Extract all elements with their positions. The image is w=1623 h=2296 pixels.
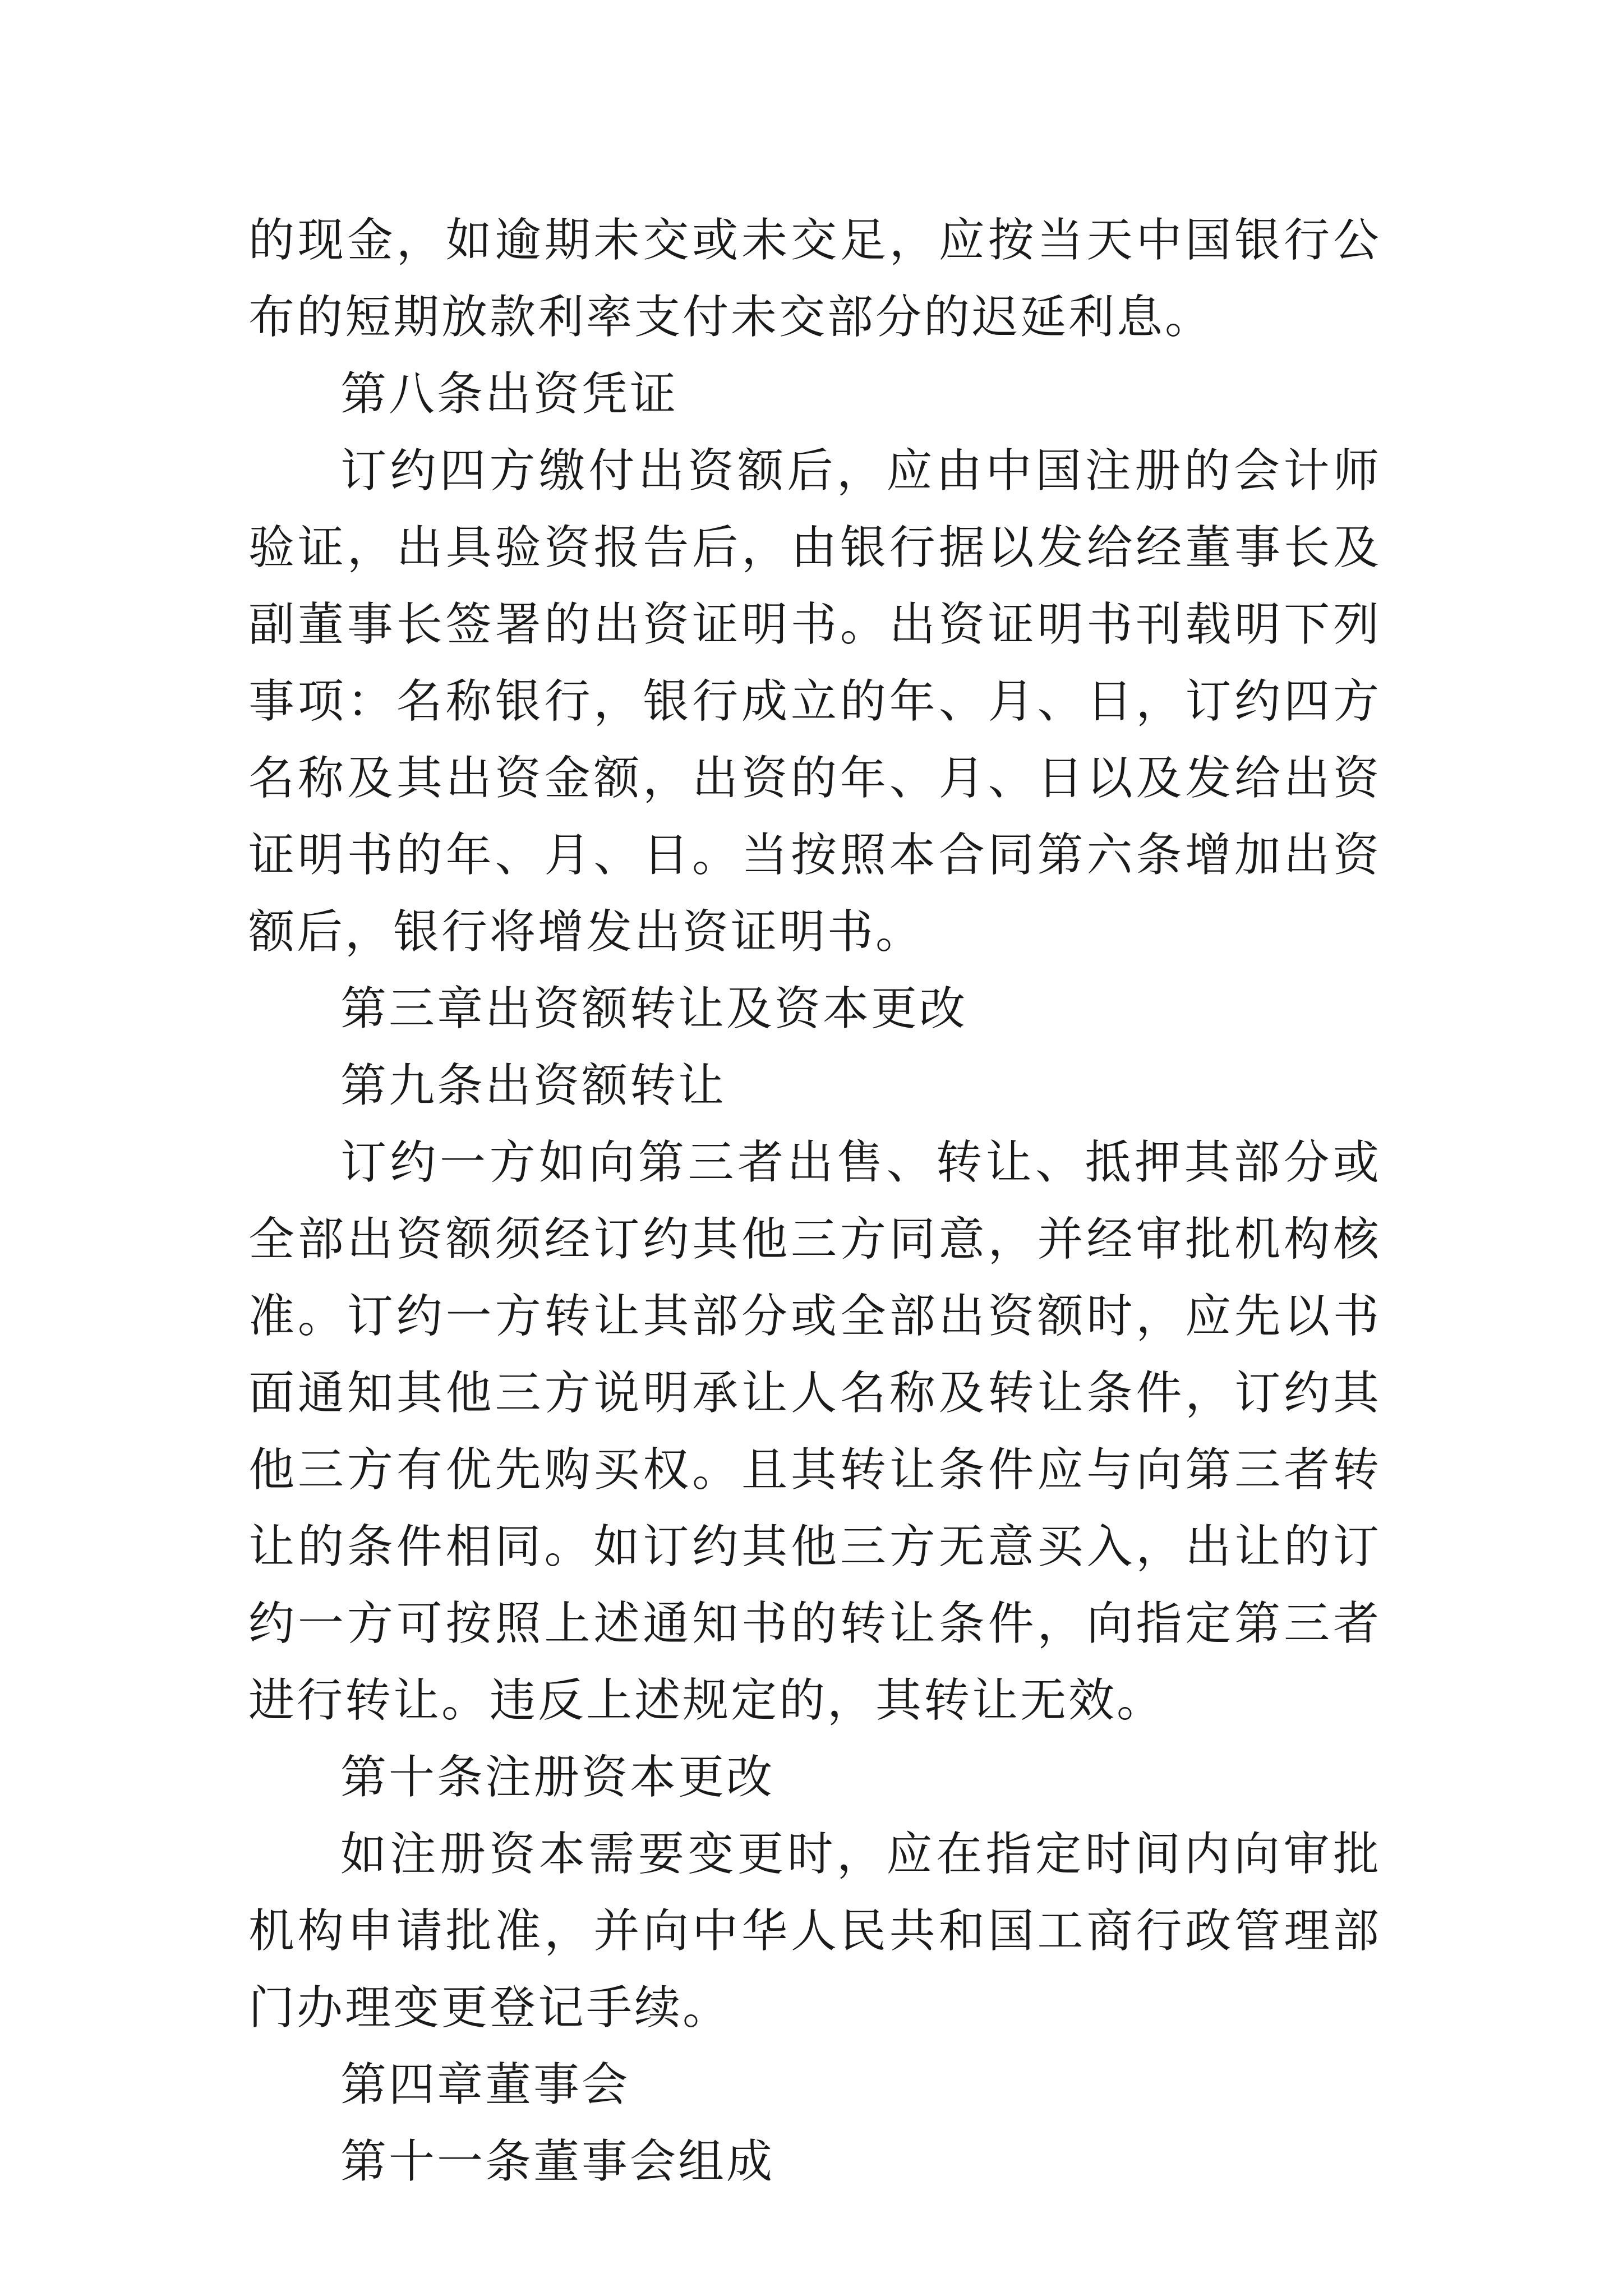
heading-article-9: 第九条出资额转让 <box>340 1059 727 1112</box>
paragraph-capital-transfer: 订约一方如向第三者出售、转让、抵押其部分或全部出资额须经订约其他三方同意，并经审批机构核准。订约一方转让其部分或全部出资额时，应先以书面通知其他三方说明承让人名称及转让条件，订约其他三方有优先购买权。且其转让条件应与向第三者转让的条件相同。如订约其他三方无意买入，出让的订约一方可按照上述通知书的转让条件，向指定第三者进行转让。违反上述规定的，其转让无效。 <box>248 1136 1381 1727</box>
heading-article-10: 第十条注册资本更改 <box>340 1751 775 1804</box>
document-body <box>248 202 1381 2200</box>
paragraph-capital-change: 如注册资本需要变更时，应在指定时间内向审批机构申请批准，并向中华人民共和国工商行政管理部门办理变更登记手续。 <box>248 1828 1381 2035</box>
heading-chapter-4: 第四章董事会 <box>340 2058 630 2111</box>
heading-article-11: 第十一条董事会组成 <box>340 2135 775 2188</box>
heading-chapter-3: 第三章出资额转让及资本更改 <box>340 982 968 1036</box>
heading-article-8: 第八条出资凭证 <box>340 367 679 421</box>
paragraph-capital-certificate: 订约四方缴付出资额后，应由中国注册的会计师验证，出具验资报告后，由银行据以发给经董事长及副董事长签署的出资证明书。出资证明书刊载明下列事项：名称银行，银行成立的年、月、日，订约四方名称及其出资金额，出资的年、月、日以及发给出资证明书的年、月、日。当按照本合同第六条增加出资额后，银行将增发出资证明书。 <box>248 444 1381 959</box>
paragraph-payment-overdue: 的现金，如逾期未交或未交足，应按当天中国银行公布的短期放款利率支付未交部分的迟延利息。 <box>248 214 1381 344</box>
